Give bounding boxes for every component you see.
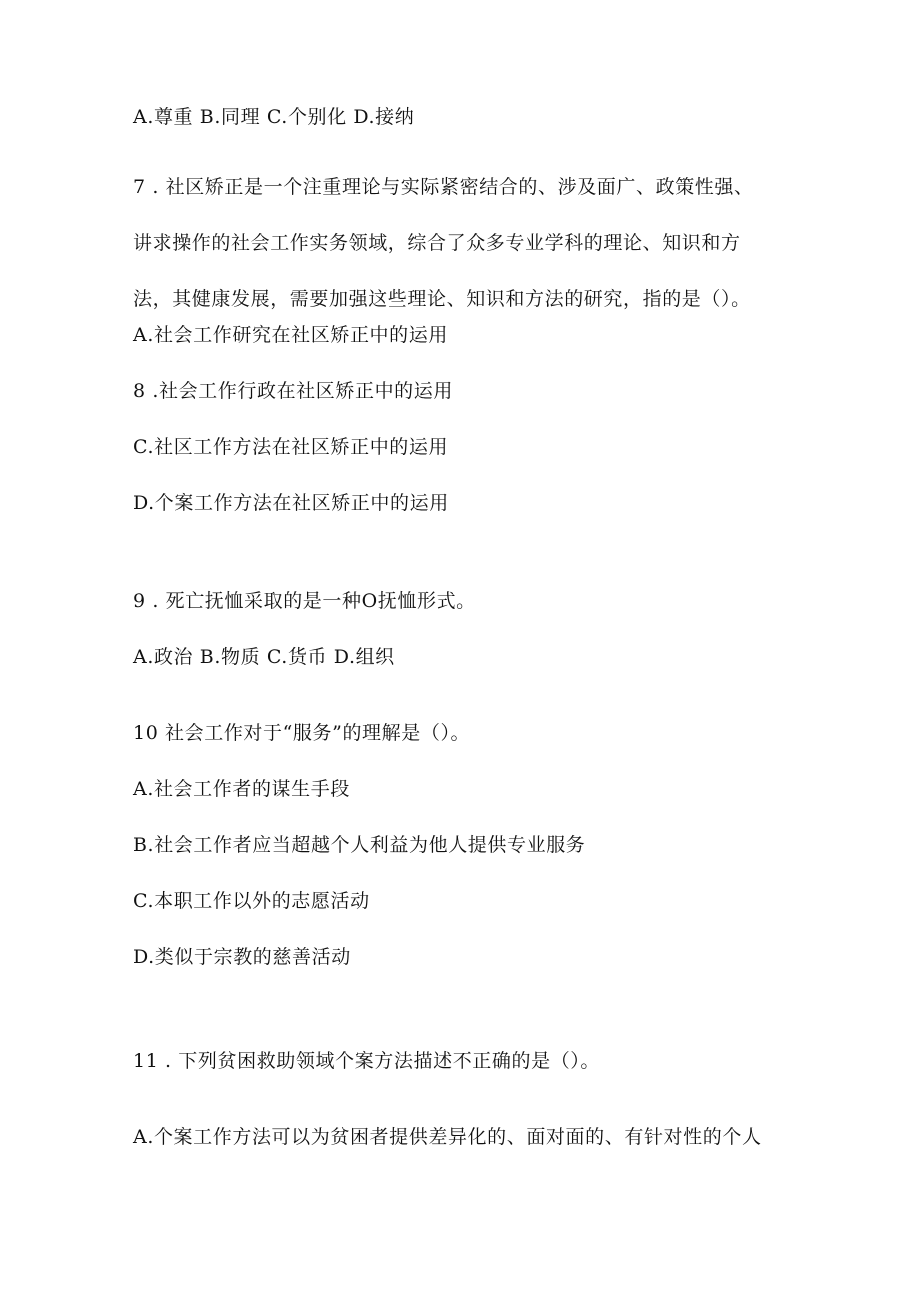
q7-stem-line-2: 讲求操作的社会工作实务领域，综合了众多专业学科的理论、知识和方 (133, 232, 741, 254)
q7-option-d: D.个案工作方法在社区矫正中的运用 (133, 492, 449, 514)
q7-option-c: C.社区工作方法在社区矫正中的运用 (133, 436, 449, 458)
q7-stem-line-3: 法，其健康发展，需要加强这些理论、知识和方法的研究，指的是（）。 (133, 288, 751, 310)
q7-option-a: A.社会工作研究在社区矫正中的运用 (133, 324, 448, 346)
q10-option-c: C.本职工作以外的志愿活动 (133, 890, 370, 912)
q11-stem: 11 . 下列贫困救助领域个案方法描述不正确的是（）。 (133, 1050, 600, 1072)
q7-option-b: 8 .社会工作行政在社区矫正中的运用 (133, 380, 453, 402)
q10-option-a: A.社会工作者的谋生手段 (133, 778, 350, 800)
q7-stem-line-1: 7 . 社区矫正是一个注重理论与实际紧密结合的、涉及面广、政策性强、 (133, 176, 754, 198)
q9-options: A.政治 B.物质 C.货币 D.组织 (133, 646, 395, 668)
q10-option-b: B.社会工作者应当超越个人利益为他人提供专业服务 (133, 834, 586, 856)
q11-option-a: A.个案工作方法可以为贫困者提供差异化的、面对面的、有针对性的个人 (133, 1126, 762, 1148)
q10-option-d: D.类似于宗教的慈善活动 (133, 946, 351, 968)
q9-stem: 9 . 死亡抚恤采取的是一种O抚恤形式。 (133, 590, 476, 612)
q6-options: A.尊重 B.同理 C.个别化 D.接纳 (133, 106, 415, 128)
q10-stem: 10 社会工作对于“服务”的理解是（）。 (133, 722, 471, 744)
